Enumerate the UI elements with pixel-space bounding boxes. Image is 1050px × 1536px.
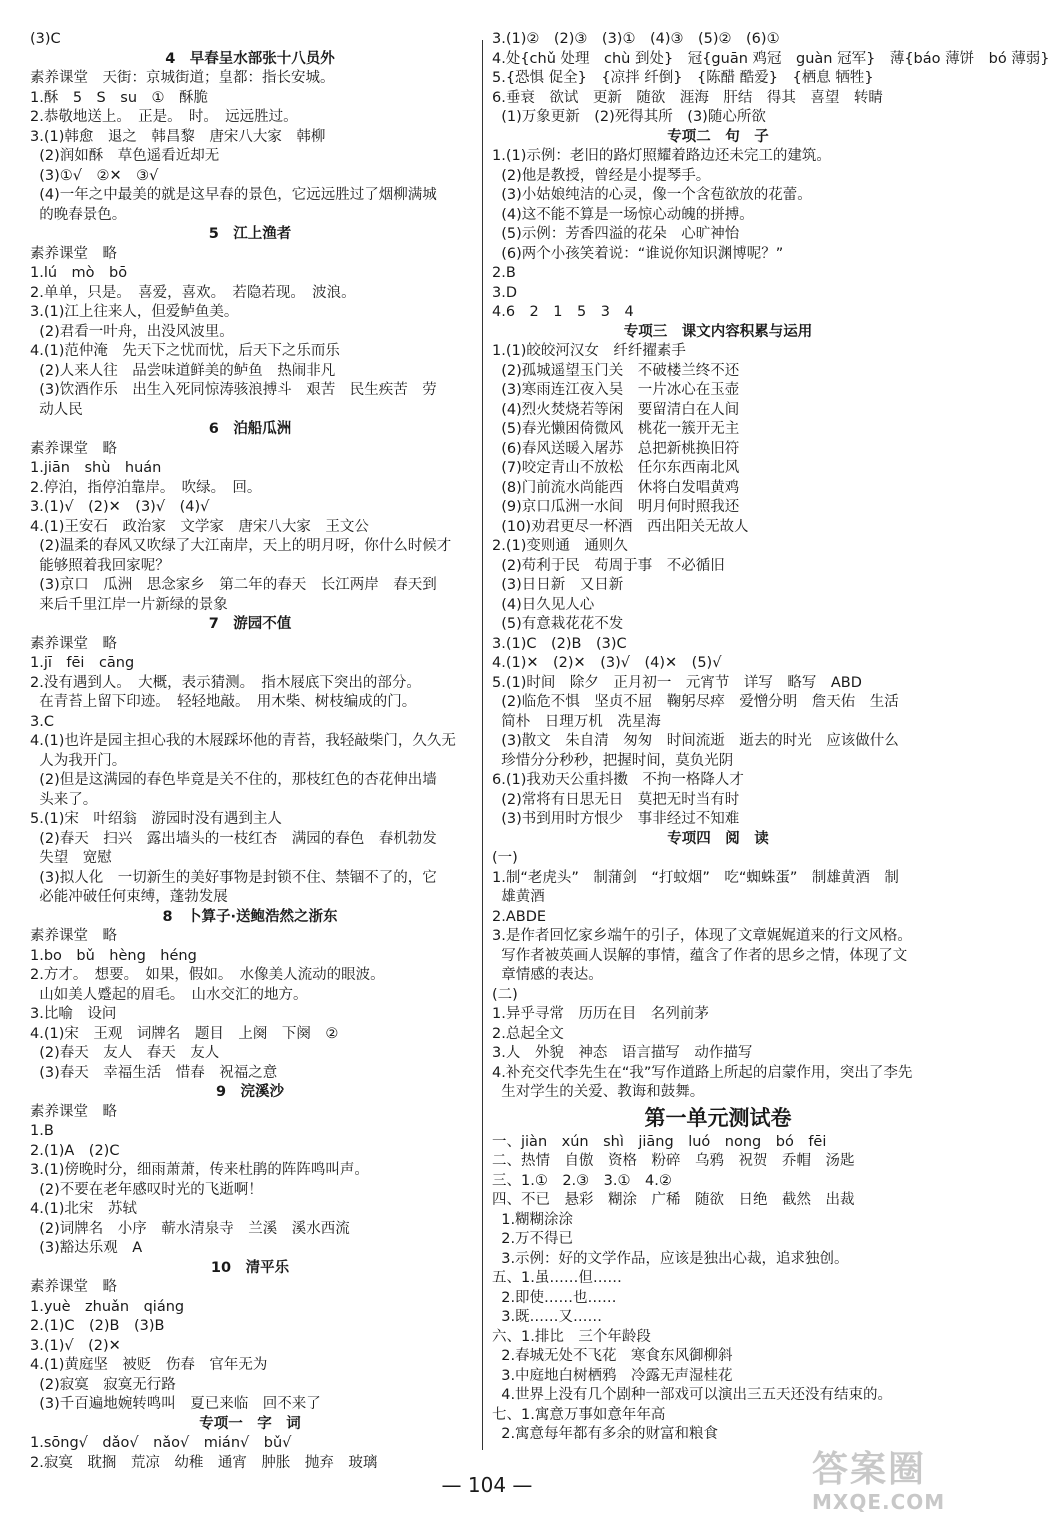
answer-line: (2)温柔的春风又吹绿了大江南岸，天上的明月呀，你什么时候才: [30, 538, 452, 554]
answer-line: 2.(1)变则通 通则久: [492, 538, 628, 554]
answer-line: (2)孤城遥望玉门关 不破楼兰终不还: [492, 362, 740, 379]
answer-line: 素养课堂 略: [30, 440, 117, 457]
answer-line: 1.bo bǔ hèng héng: [30, 947, 197, 964]
watermark-site: MXQE.COM: [812, 1490, 946, 1514]
answer-line: 3.(1)韩愈 退之 韩昌黎 唐宋八大家 韩柳: [30, 128, 326, 145]
watermark-title: 答案圈: [812, 1449, 927, 1490]
answer-line: 动人民: [30, 401, 83, 418]
answer-line: (1)万象更新 (2)死得其所 (3)随心所欲: [492, 109, 766, 125]
answer-line: (2)春天 友人 春天 友人: [30, 1045, 220, 1061]
answer-line: 1.异乎寻常 历历在目 名列前茅: [492, 1006, 709, 1022]
answer-line: 1.糊糊涂涂: [492, 1211, 574, 1228]
answer-line: (4)日久见人心: [492, 596, 595, 613]
answer-line: 写作者被英画人误解的事情，蕴含了作者的思乡之情，体现了文: [492, 947, 908, 964]
answer-line: 2.春城无处不飞花 寒食东风御柳斜: [492, 1348, 733, 1364]
answer-line: 4.(1)黄庭坚 被贬 伤春 官年无为: [30, 1357, 268, 1373]
answer-line: 1.sōng√ dǎo√ nǎo√ mián√ bǔ√: [30, 1435, 292, 1451]
answer-line: 2.B: [492, 265, 516, 281]
answer-line: 3.C: [30, 713, 54, 730]
answer-line: 5.{恐惧 促全} {凉拌 纤倒} {陈醋 酷爱} {栖息 牺牲}: [492, 70, 874, 86]
answer-line: 4.处{chǔ 处理 chù 到处} 冠{guān 鸡冠 guàn 冠军} 薄{báo 薄饼 bó 薄弱}: [492, 50, 1050, 67]
answer-line: (9)京口瓜洲一水间 明月何时照我还: [492, 499, 740, 515]
answer-line: 3.既……又……: [492, 1309, 603, 1325]
answer-line: 4.(1)范仲淹 先天下之忧而忧，后天下之乐而乐: [30, 343, 340, 359]
section-heading: 专项三 课文内容积累与运用: [623, 323, 813, 340]
answer-line: 失望 宽慰: [30, 850, 112, 866]
section-heading: 9 浣溪沙: [215, 1084, 285, 1100]
answer-line: 2.停泊，指停泊靠岸。 吹绿。 回。: [30, 479, 262, 496]
answer-line: (3)京口 瓜洲 思念家乡 第二年的春天 长江两岸 春天到: [30, 577, 437, 593]
answer-line: (4)烈火焚烧若等闲 要留清白在人间: [492, 401, 740, 418]
answer-line: 3.示例：好的文学作品，应该是独出心裁，追求独创。: [492, 1250, 849, 1267]
answer-line: (2)春天 扫兴 露出墙头的一枝红杏 满园的春色 春机勃发: [30, 830, 437, 847]
answer-line: 3.(1)√ (2)✕ (3)√ (4)√: [30, 499, 210, 515]
answer-line: (2)君看一叶舟，出没风波里。: [30, 323, 234, 340]
answer-line: 3.人 外貌 神态 语言描写 动作描写: [492, 1045, 753, 1061]
answer-line: 4.世界上没有几个剧种一部戏可以演出三五天还没有结束的。: [492, 1387, 893, 1403]
answer-line: 1.制“老虎头” 制蒲剑 “打蚊烟” 吃“蜘蛛蛋” 制雄黄酒 制: [492, 869, 899, 886]
answer-line: (2)不要在老年感叹时光的飞逝啊！: [30, 1181, 263, 1198]
answer-line: 三、1.① 2.③ 3.① 4.②: [492, 1172, 672, 1189]
answer-line: 素养课堂 略: [30, 245, 117, 262]
answer-line: (10)劝君更尽一杯酒 西出阳关无故人: [492, 518, 749, 535]
answer-line: 2.恭敬地送上。 正是。 时。 远远胜过。: [30, 109, 298, 125]
answer-line: 3.(1)② (2)③ (3)① (4)③ (5)② (6)①: [492, 31, 780, 47]
section-heading: 6 泊船瓜洲: [208, 421, 292, 437]
answer-line: 1.B: [30, 1123, 54, 1139]
answer-line: (3)①√ ②✕ ③√: [30, 167, 159, 184]
answer-line: (3)豁达乐观 A: [30, 1240, 143, 1256]
answer-line: 1.jī fēi cāng: [30, 655, 135, 671]
answer-line: 简朴 日理万机 冼星海: [492, 713, 661, 730]
section-heading: 专项二 句 子: [667, 128, 769, 145]
answer-line: 6.垂衰 欲试 更新 随欲 涯海 肝结 得其 喜望 转睛: [492, 89, 883, 106]
column-divider: [482, 40, 483, 1450]
answer-line: 1.(1)皎皎河汉女 纤纤擢素手: [492, 343, 686, 359]
answer-line: 1.yuè zhuǎn qiáng: [30, 1298, 185, 1315]
answer-line: 2.单单，只是。 喜爱，喜欢。 若隐若现。 波浪。: [30, 284, 356, 301]
section-heading: 专项一 字 词: [199, 1415, 301, 1432]
answer-line: 六、1.排比 三个年龄段: [492, 1328, 651, 1345]
answer-line: 素养课堂 略: [30, 1279, 117, 1295]
answer-line: 4.6 2 1 5 3 4: [492, 304, 634, 320]
answer-line: 2.即使……也……: [492, 1289, 617, 1306]
answer-line: (2)常将有日思无日 莫把无时当有时: [492, 791, 740, 808]
answer-line: (2)但是这满园的春色毕竟是关不住的，那枝红色的杏花伸出墙: [30, 772, 437, 788]
answer-line: 3.比喻 设问: [30, 1006, 117, 1022]
answer-line: (2)润如酥 草色遥看近却无: [30, 148, 220, 164]
answer-line: 2.总起全文: [492, 1025, 564, 1042]
answer-line: 3.中庭地白树栖鸦 冷露无声湿桂花: [492, 1367, 733, 1384]
answer-line: 2.寓意每年都有多余的财富和粮食: [492, 1426, 719, 1442]
answer-line: (4)一年之中最美的就是这早春的景色，它远远胜过了烟柳满城: [30, 187, 437, 203]
answer-line: 来后千里江岸一片新绿的景象: [30, 596, 228, 613]
answer-line: 雄黄酒: [492, 889, 545, 905]
answer-line: (2)临危不惧 坚贞不屈 鞠躬尽瘁 爱憎分明 詹天佑 生活: [492, 694, 899, 710]
answer-line: 生对学生的关爱、教诲和鼓舞。: [492, 1084, 705, 1100]
answer-line: 2.(1)C (2)B (3)B: [30, 1318, 165, 1334]
answer-line: (二): [492, 986, 518, 1003]
answer-line: 5.(1)宋 叶绍翁 游园时没有遇到主人: [30, 811, 282, 827]
answer-line: (3)C: [30, 31, 61, 47]
section-heading: 10 清平乐: [210, 1259, 290, 1276]
answer-line: (2)人来人往 品尝味道鲜美的鲈鱼 热闹非凡: [30, 362, 336, 379]
answer-line: (2)词牌名 小序 蕲水清泉寺 兰溪 溪水西流: [30, 1220, 350, 1237]
answer-line: 人为我开门。: [30, 752, 127, 769]
answer-line: 1.lú mò bō: [30, 265, 128, 281]
answer-line: (2)寂寞 寂寞无行路: [30, 1376, 176, 1393]
section-heading: 专项四 阅 读: [667, 830, 769, 847]
answer-line: 2.万不得已: [492, 1231, 574, 1247]
answer-line: (5)有意栽花花不发: [492, 616, 624, 632]
answer-line: 2.方才。 想要。 如果，假如。 水像美人流动的眼波。: [30, 967, 385, 983]
answer-line: 2.寂寞 耽搁 荒凉 幼稚 通宵 肿胀 抛弃 玻璃: [30, 1454, 378, 1471]
section-heading: 第一单元测试卷: [644, 1105, 792, 1130]
answer-line: 3.D: [492, 284, 517, 301]
answer-line: 素养课堂 略: [30, 635, 117, 652]
answer-line: 素养课堂 略: [30, 1103, 117, 1120]
answer-line: (3)饮酒作乐 出生入死同惊涛骇浪搏斗 艰苦 民生疾苦 劳: [30, 382, 437, 398]
answer-line: (3)春天 幸福生活 惜春 祝福之意: [30, 1064, 278, 1081]
answer-line: (3)千百遍地婉转鸣叫 夏已来临 回不来了: [30, 1396, 321, 1412]
answer-line: 4.(1)王安石 政治家 文学家 唐宋八大家 王文公: [30, 518, 369, 535]
answer-line: 1.(1)示例：老旧的路灯照耀着路边还未完工的建筑。: [492, 148, 831, 164]
answer-line: 4.(1)也许是园主担心我的木屐踩坏他的青苔，我轻敲柴门，久久无: [30, 733, 456, 749]
answer-line: 珍惜分分秒秒，把握时间，莫负光阴: [492, 752, 734, 769]
answer-line: 素养课堂 天街：京城街道；皇都：指长安城。: [30, 70, 335, 86]
answer-line: 四、不已 悬彩 糊涂 广稀 随欲 日绝 截然 出裁: [492, 1192, 855, 1208]
page-number: — 104 —: [441, 1473, 533, 1497]
answer-line: (4)这不能不算是一场惊心动魄的拼搏。: [492, 206, 754, 223]
answer-line: 3.(1)√ (2)✕: [30, 1337, 121, 1354]
answer-line: 3.(1)C (2)B (3)C: [492, 635, 627, 652]
answer-line: (一): [492, 850, 518, 866]
answer-line: (7)咬定青山不放松 任尔东西南北风: [492, 460, 740, 476]
section-heading: 5 江上渔者: [208, 226, 292, 242]
answer-line: 二、热情 自傲 资格 粉碎 乌鸦 祝贺 乔帽 汤匙: [492, 1153, 855, 1169]
answer-line: 的晚春景色。: [30, 206, 127, 223]
answer-line: 在青苔上留下印迹。 轻轻地敲。 用木柴、树枝编成的门。: [30, 694, 417, 710]
answer-line: 必能冲破任何束缚，蓬勃发展: [30, 889, 228, 905]
answer-line: 山如美人蹙起的眉毛。 山水交汇的地方。: [30, 986, 308, 1003]
answer-line: (5)春光懒困倚微风 桃花一簇开无主: [492, 421, 740, 437]
answer-line: 5.(1)时间 除夕 正月初一 元宵节 详写 略写 ABD: [492, 674, 862, 691]
answer-line: 4.补充交代李先生在“我”写作道路上所起的启蒙作用，突出了李先: [492, 1064, 913, 1081]
answer-line: 2.ABDE: [492, 908, 547, 925]
left-column: [30, 30, 470, 1473]
answer-line: (3)寒雨连江夜入吴 一片冰心在玉壶: [492, 382, 740, 398]
answer-line: (5)示例：芳香四溢的花朵 心旷神怡: [492, 226, 740, 242]
answer-line: 章情感的表达。: [492, 967, 603, 983]
answer-line: 五、1.虽……但……: [492, 1270, 622, 1286]
answer-line: 4.(1)✕ (2)✕ (3)√ (4)✕ (5)√: [492, 655, 722, 671]
answer-line: 头来了。: [30, 791, 98, 808]
answer-line: (3)书到用时方恨少 事非经过不知难: [492, 811, 740, 827]
right-column: [492, 30, 1050, 1445]
section-heading: 4 早春呈水部张十八员外: [165, 50, 335, 67]
answer-line: 1.jiān shù huán: [30, 460, 162, 476]
answer-line: (6)两个小孩笑着说：“谁说你知识渊博呢？”: [492, 245, 784, 262]
answer-line: (8)门前流水尚能西 休将白发唱黄鸡: [492, 479, 740, 496]
answer-line: 4.(1)北宋 苏轼: [30, 1201, 137, 1217]
answer-line: (6)春风送暖入屠苏 总把新桃换旧符: [492, 440, 740, 457]
answer-line: (3)拟人化 一切新生的美好事物是封锁不住、禁锢不了的，它: [30, 869, 437, 886]
answer-line: 七、1.寓意万事如意年年高: [492, 1406, 666, 1423]
answer-line: (2)他是教授，曾经是小提琴手。: [492, 167, 711, 184]
answer-line: 6.(1)我劝天公重抖擞 不拘一格降人才: [492, 772, 744, 788]
answer-line: 1.酥 5 S su ① 酥脆: [30, 89, 209, 106]
answer-line: 3.是作者回忆家乡端午的引子，体现了文章娓娓道来的行文风格。: [492, 928, 912, 944]
section-heading: 8 卜算子·送鲍浩然之浙东: [162, 908, 338, 925]
watermark-logo: [812, 1450, 962, 1530]
answer-line: 素养课堂 略: [30, 928, 117, 944]
answer-line: 一、jiàn xún shì jiāng luó nong bó fēi: [492, 1133, 827, 1150]
answer-line: (3)小姑娘纯洁的心灵，像一个含苞欲放的花蕾。: [492, 187, 812, 203]
answer-line: 3.(1)傍晚时分，细雨萧萧，传来杜鹃的阵阵鸣叫声。: [30, 1162, 369, 1178]
answer-line: (2)苟利于民 苟周于事 不必循旧: [492, 557, 725, 574]
answer-line: (3)日日新 又日新: [492, 577, 624, 593]
answer-line: 3.(1)江上往来人，但爱鲈鱼美。: [30, 304, 239, 320]
answer-line: 能够照着我回家呢？: [30, 557, 170, 574]
answer-line: 2.没有遇到人。 大概，表示猜测。 指木屐底下突出的部分。: [30, 674, 421, 691]
answer-line: (3)散文 朱自清 匆匆 时间流逝 逝去的时光 应该做什么: [492, 733, 899, 749]
answer-line: 2.(1)A (2)C: [30, 1142, 120, 1159]
section-heading: 7 游园不值: [208, 616, 292, 632]
answer-line: 4.(1)宋 王观 词牌名 题目 上阕 下阕 ②: [30, 1025, 339, 1042]
